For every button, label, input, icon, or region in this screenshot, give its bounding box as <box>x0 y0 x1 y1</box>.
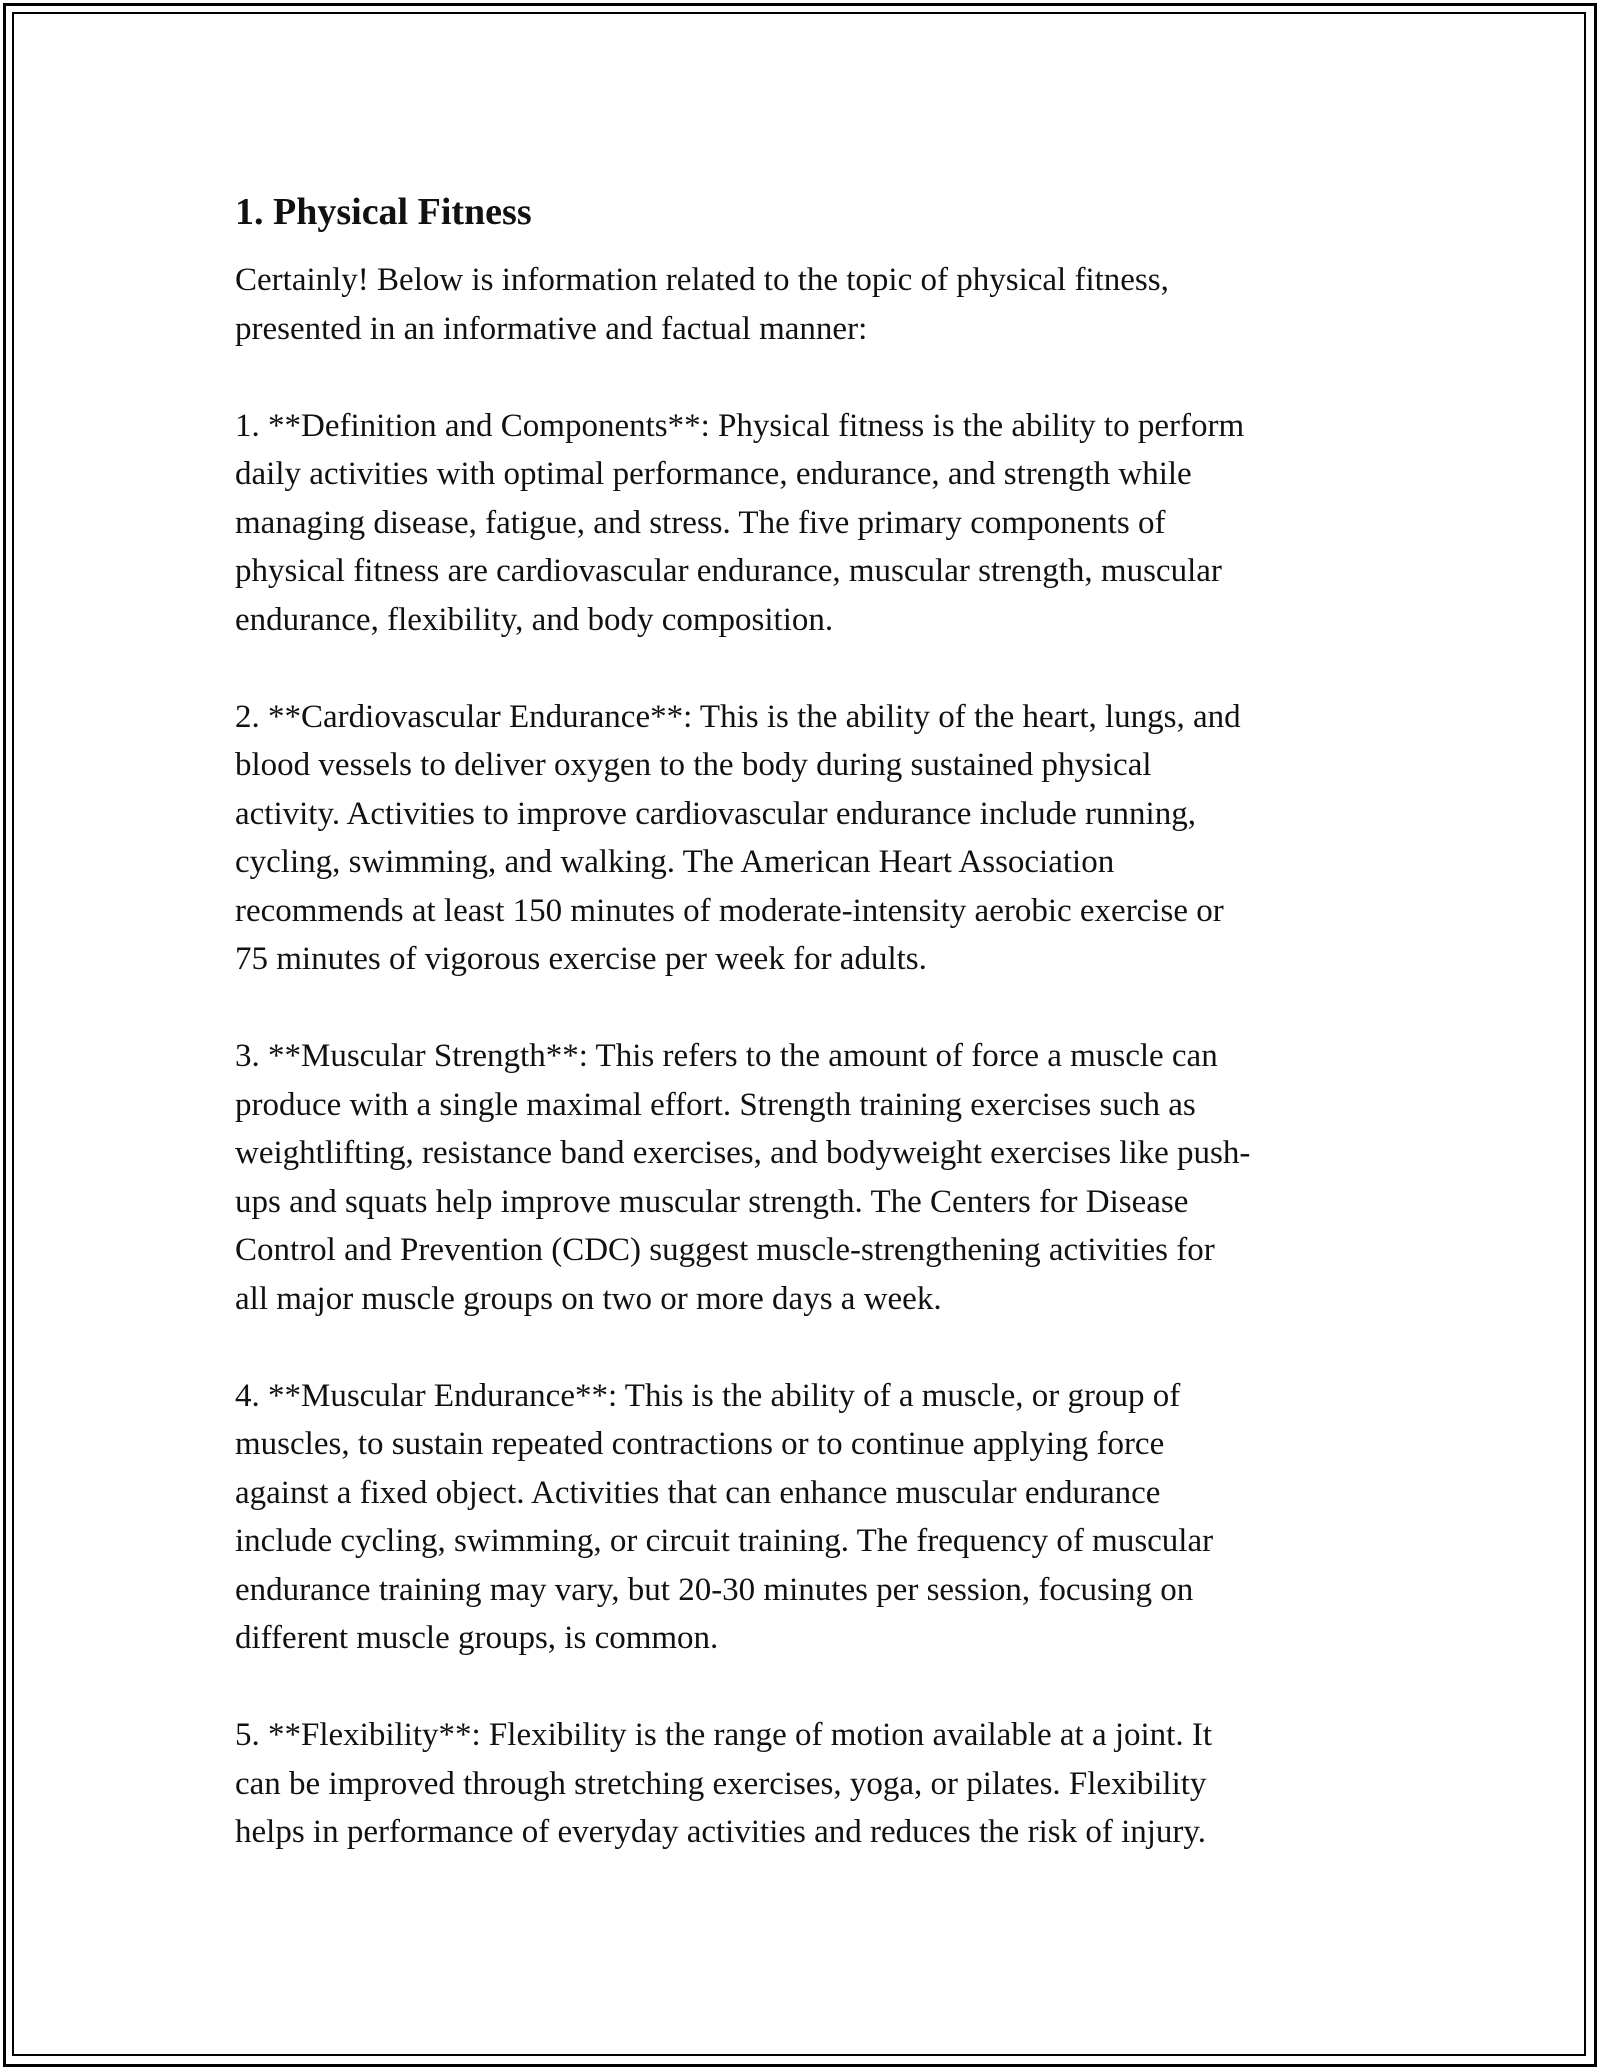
document-body <box>235 186 1375 1857</box>
paragraph-flexibility: 5. **Flexibility**: Flexibility is the range of motion available at a joint. It can be improved through stretching exercises, yoga, or pilates. Flexibility helps in performance of everyday activities and reduces the risk of injury. <box>235 1717 1213 1850</box>
section-heading: 1. Physical Fitness <box>235 191 532 233</box>
intro-paragraph: Certainly! Below is information related to the topic of physical fitness, presented in an informative and factual manner: <box>235 262 1169 347</box>
paragraph-cardiovascular-endurance: 2. **Cardiovascular Endurance**: This is the ability of the heart, lungs, and blood vessels to deliver oxygen to the body during sustained physical activity. Activities to improve cardiovascular endurance include running, cycling, swimming, and walking. The American Heart Association recommends at least 150 minutes of moderate-intensity aerobic exercise or 75 minutes of vigorous exercise per week for adults. <box>235 698 1241 977</box>
paragraph-definition-components: 1. **Definition and Components**: Physical fitness is the ability to perform daily activities with optimal performance, endurance, and strength while managing disease, fatigue, and stress. The five primary components of physical fitness are cardiovascular endurance, muscular strength, muscular endurance, flexibility, and body composition. <box>235 407 1245 638</box>
paragraph-muscular-endurance: 4. **Muscular Endurance**: This is the ability of a muscle, or group of muscles, to sustain repeated contractions or to continue applying force against a fixed object. Activities that can enhance muscular endurance include cycling, swimming, or circuit training. The frequency of muscular endurance training may vary, but 20-30 minutes per session, focusing on different muscle groups, is common. <box>235 1377 1214 1656</box>
paragraph-muscular-strength: 3. **Muscular Strength**: This refers to the amount of force a muscle can produce with a single maximal effort. Strength training exercises such as weightlifting, resistance band exercises, and bodyweight exercises like push- ups and squats help improve muscular strength. The Centers for Disease Control and Prevention (CDC) suggest muscle-strengthening activities for all major muscle groups on two or more days a week. <box>235 1038 1251 1317</box>
